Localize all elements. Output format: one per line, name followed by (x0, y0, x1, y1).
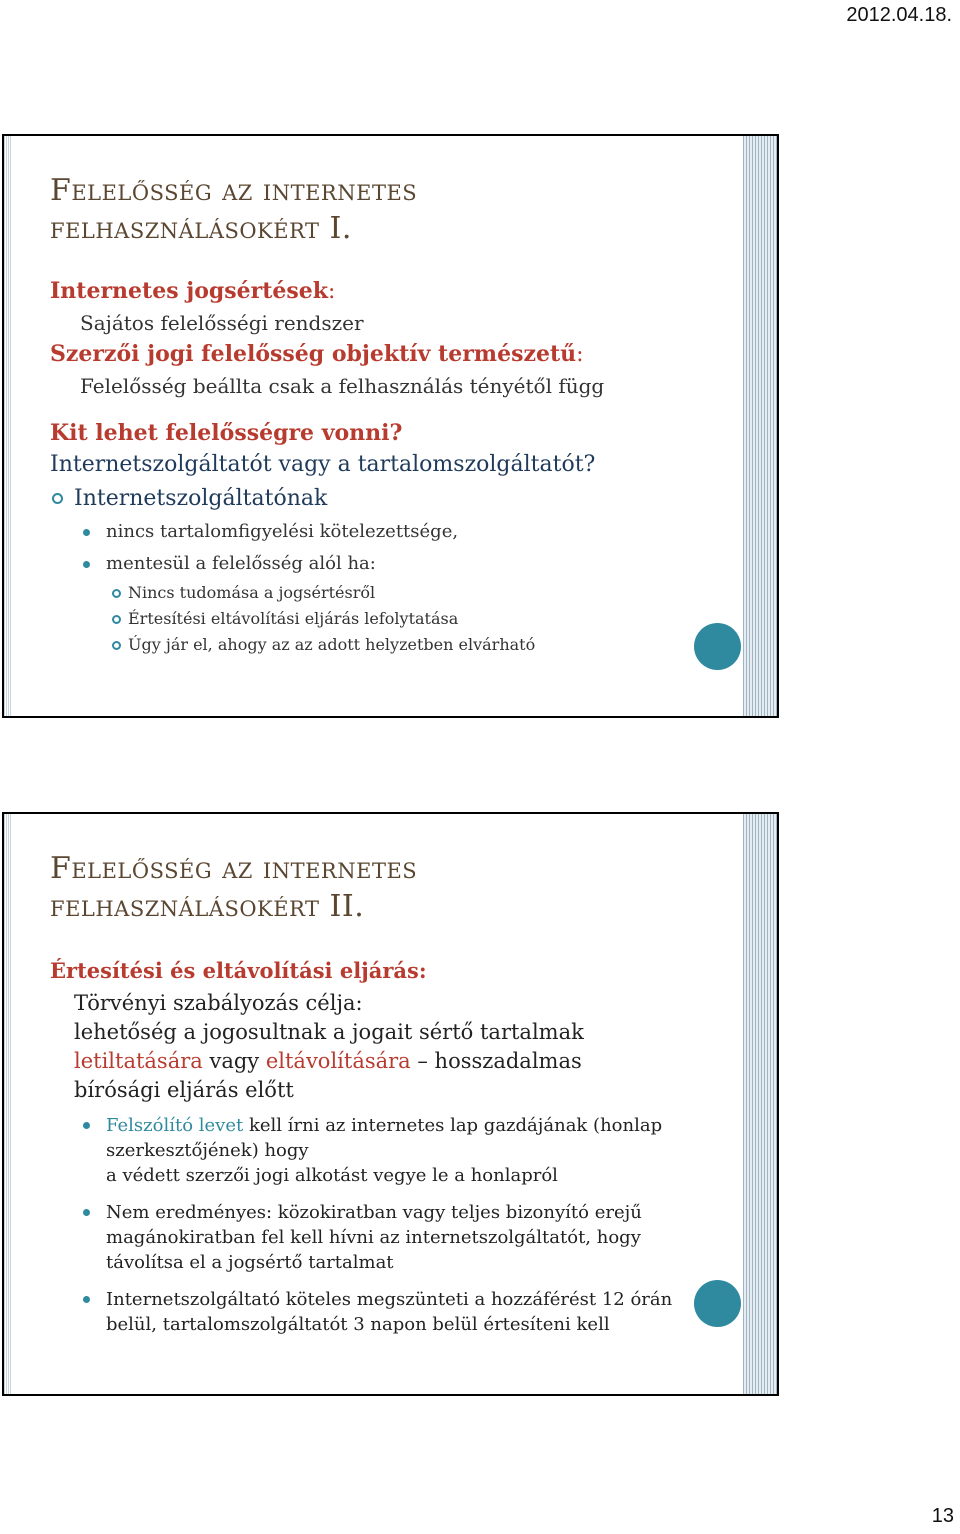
dot-bullet-icon (83, 1122, 90, 1129)
decorative-circle (694, 1280, 741, 1327)
slide-title-line1: Felelősség az internetes (50, 173, 418, 208)
list-item: Nem eredményes: közokiratban vagy teljes bizonyító erejű magánokiratban fel kell hívni az internetszolgáltatót, hogy távolítsa el a jogsértő tartalmat (50, 1200, 687, 1275)
body-line: Törvényi szabályozás célja: (74, 991, 363, 1015)
heading-szerzoi-sub: Felelősség beállta csak a felhasználás tényétől függ (80, 374, 605, 398)
ring-bullet-icon (52, 493, 63, 504)
body-line: letiltatására vagy eltávolítására – hosszadalmas (74, 1049, 582, 1073)
heading-szerzoi: Szerzői jogi felelősség objektív természetű: (50, 341, 584, 367)
slide-title-line2: felhasználásokért I. (50, 211, 352, 246)
question-heading: Kit lehet felelősségre vonni? (50, 420, 403, 446)
ring-bullet-icon (112, 615, 121, 624)
body-line: bírósági eljárás előtt (74, 1078, 294, 1102)
slide-title-line2: felhasználásokért II. (50, 889, 365, 924)
heading-jogsertesek: Internetes jogsértések: (50, 278, 336, 304)
list-item-level3: Úgy jár el, ahogy az az adott helyzetben elvárható (50, 632, 687, 658)
slide-1 (2, 134, 779, 718)
slide-2 (2, 812, 779, 1396)
dot-bullet-icon (83, 1296, 90, 1303)
list-item: Felszólító levet kell írni az internetes lap gazdájának (honlap szerkesztőjének) hogy a védett szerzői jogi alkotást vegye le a honlapról (50, 1113, 687, 1188)
slide-content (50, 956, 687, 1337)
list-item-level2: nincs tartalomfigyelési kötelezettsége, (50, 516, 687, 548)
slide-title-line1: Felelősség az internetes (50, 851, 418, 886)
slide-right-stripe (743, 814, 777, 1394)
slide-left-stripe (4, 814, 12, 1394)
heading-jogsertesek-sub: Sajátos felelősségi rendszer (80, 311, 364, 335)
dot-bullet-icon (83, 529, 90, 536)
list-item-level3: Nincs tudomása a jogsértésről (50, 580, 687, 606)
slide-title (50, 850, 417, 926)
slide-right-stripe (743, 136, 777, 716)
slide-title (50, 172, 417, 248)
ring-bullet-icon (112, 641, 121, 650)
ring-bullet-icon (112, 589, 121, 598)
question-subheading: Internetszolgáltatót vagy a tartalomszolgáltatót? (50, 452, 596, 477)
section-heading: Értesítési és eltávolítási eljárás: (50, 958, 427, 983)
page-date: 2012.04.18. (846, 4, 952, 26)
list-item-level3: Értesítési eltávolítási eljárás lefolytatása (50, 606, 687, 632)
list-item-level1: Internetszolgáltatónak (50, 482, 687, 516)
list-item-level2: mentesül a felelősség alól ha: (50, 548, 687, 580)
slide-content (50, 276, 687, 658)
decorative-circle (694, 623, 741, 670)
list-item: Internetszolgáltató köteles megszünteti a hozzáférést 12 órán belül, tartalomszolgáltatót 3 napon belül értesíteni kell (50, 1287, 687, 1337)
dot-bullet-icon (83, 1209, 90, 1216)
dot-bullet-icon (83, 561, 90, 568)
section-body (50, 989, 687, 1105)
body-line: lehetőség a jogosultnak a jogait sértő tartalmak (74, 1020, 584, 1044)
page-number: 13 (931, 1505, 954, 1527)
slide-left-stripe (4, 136, 12, 716)
